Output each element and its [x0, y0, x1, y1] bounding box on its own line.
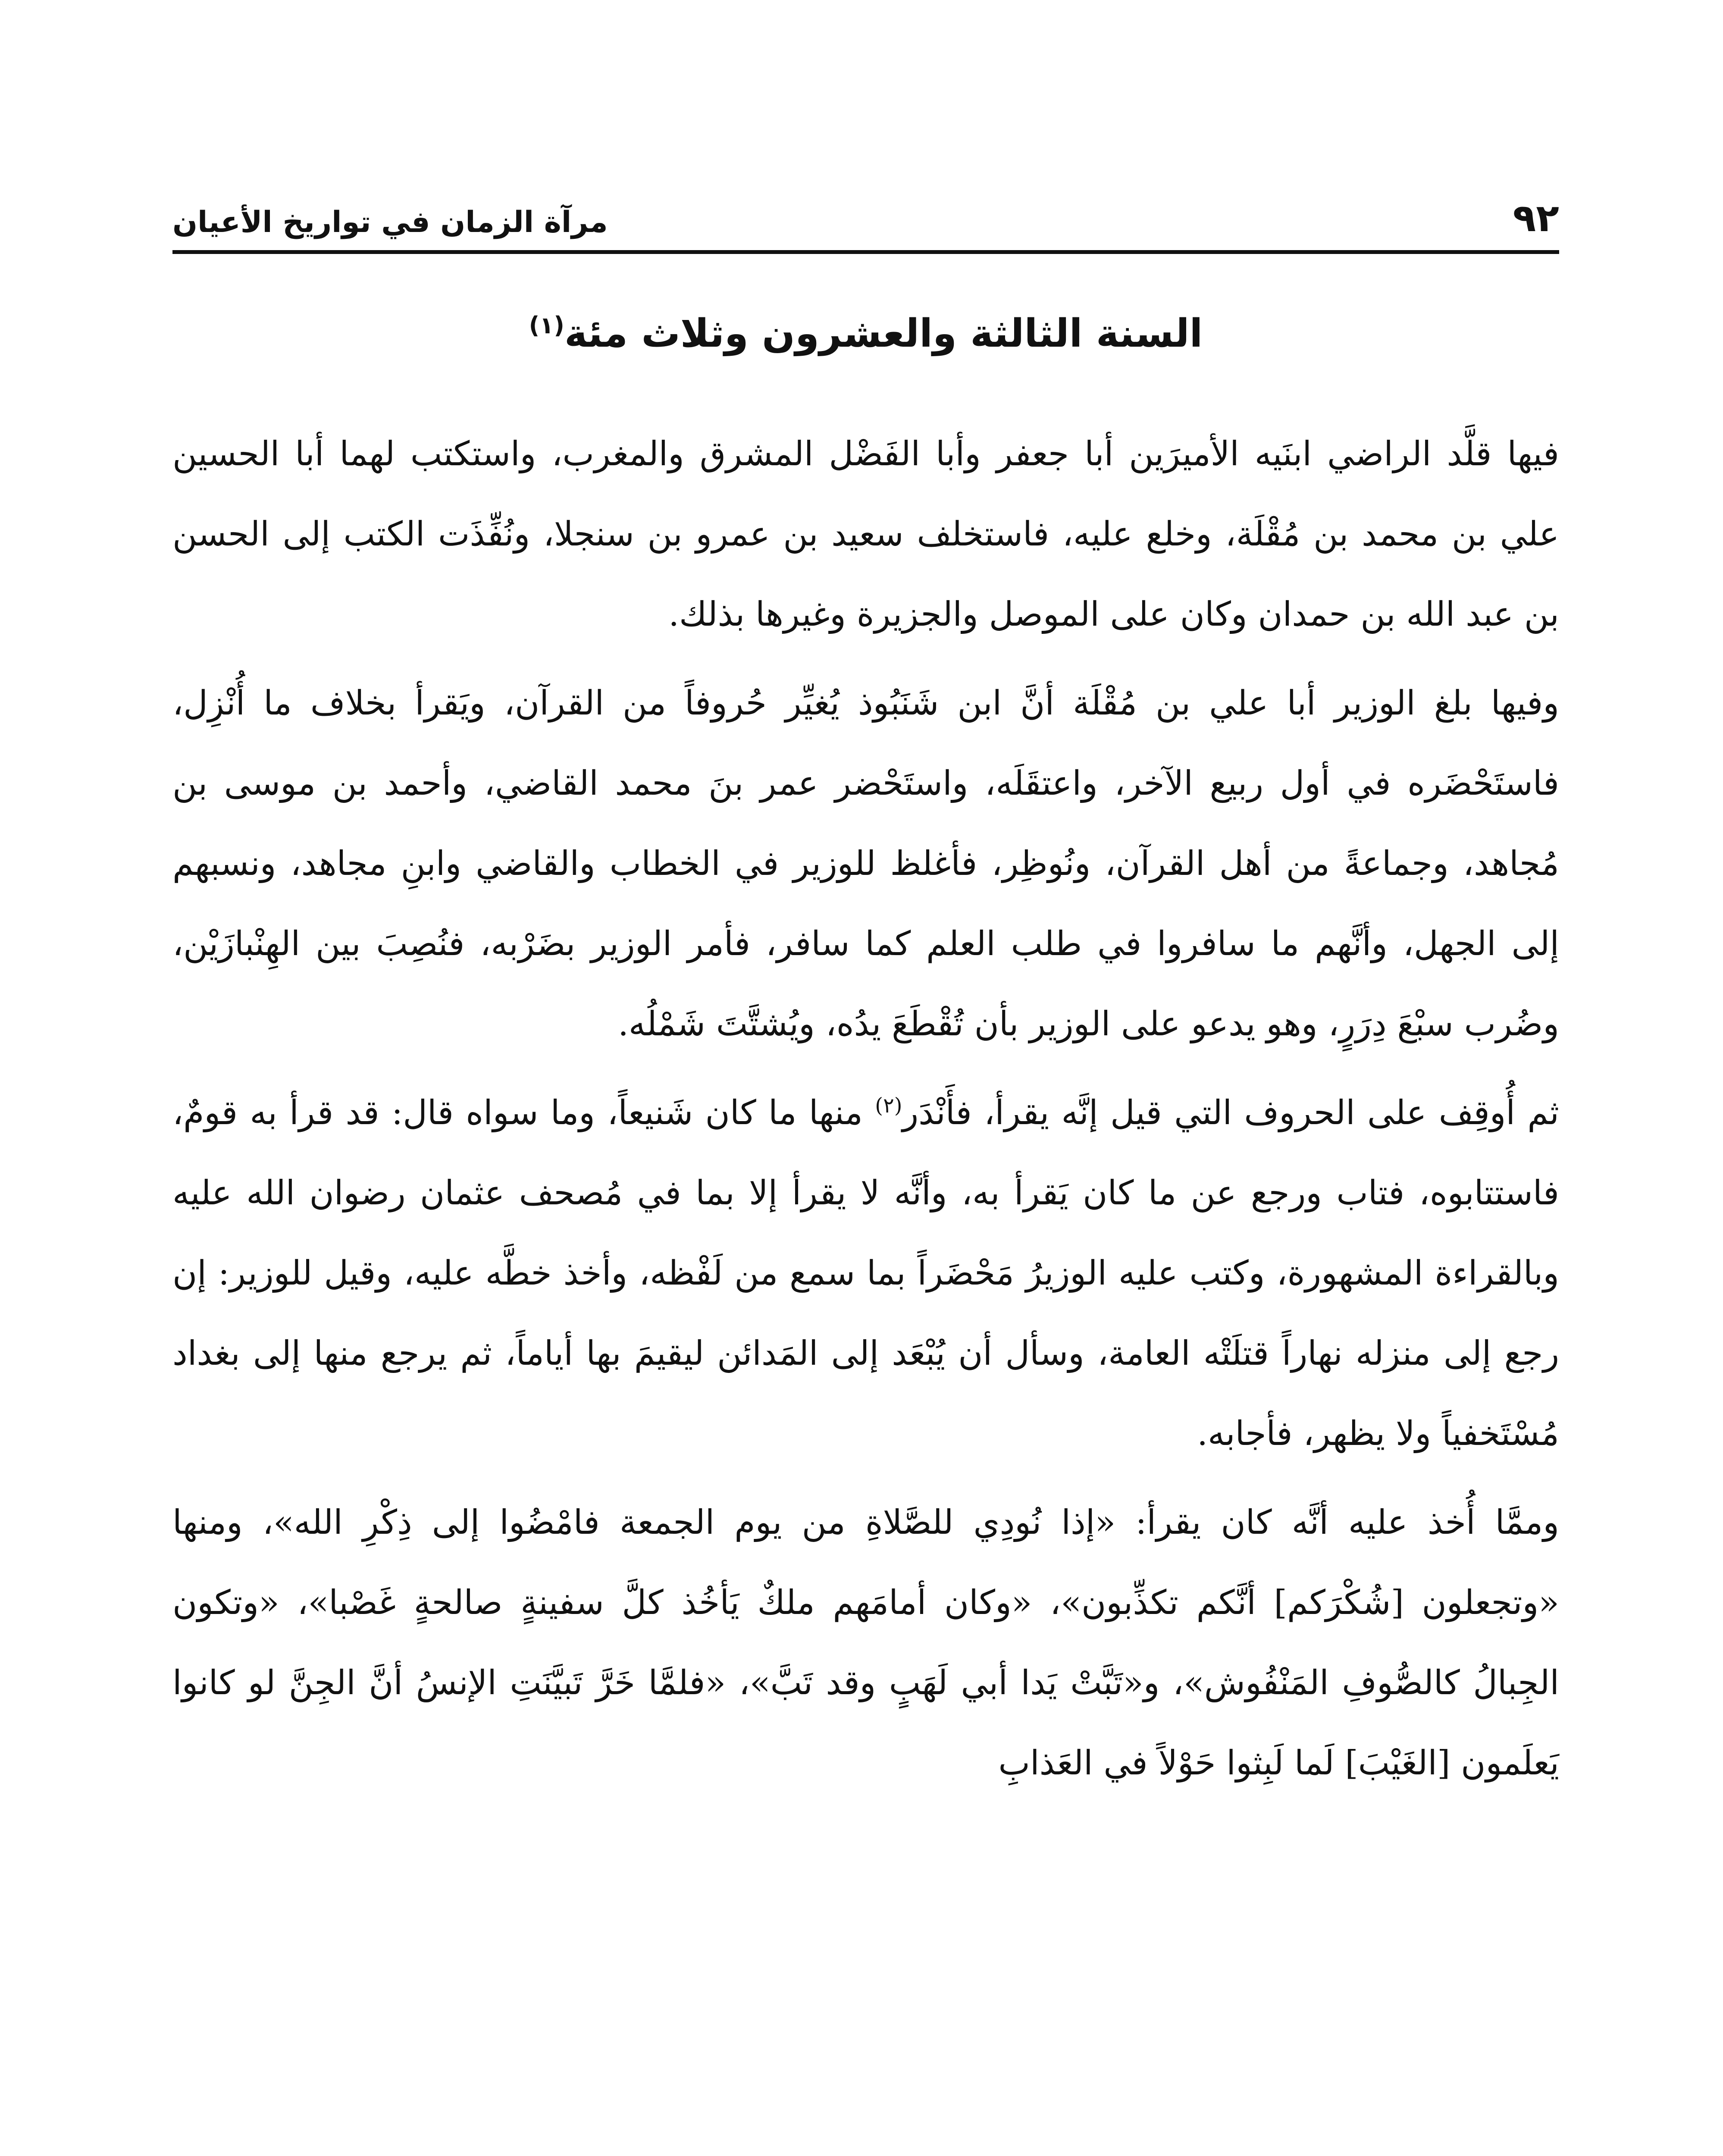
paragraph-4: وممَّا أُخذ عليه أنَّه كان يقرأ: «إذا نُودِي للصَّلاةِ من يوم الجمعة فامْضُوا إلى ذِكْرِ الله»، ومنها «وتجعلون [شُكْرَكم] أنَّكم تكذِّبون»، «وكان أمامَهم ملكٌ يَأخُذ كلَّ سفينةٍ صالحةٍ غَصْبا»، «وتكون الجِبالُ كالصُّوفِ المَنْفُوش»، و«تَبَّتْ يَدا أبي لَهَبٍ وقد تَبَّ»، «فلمَّا خَرَّ تَبيَّنَتِ الإنسُ أنَّ الجِنَّ لو كانوا يَعلَمون [الغَيْبَ] لَما لَبِثوا حَوْلاً في العَذابِ	[172, 1503, 1559, 1783]
paragraph-3-rest: منها ما كان شَنيعاً، وما سواه قال: قد قرأ به قومٌ، فاستتابوه، فتاب ورجع عن ما كان يَقرأ به، وأنَّه لا يقرأ إلا بما في مُصحف عثمان رضوان الله عليه وبالقراءة المشهورة، وكتب عليه الوزيرُ مَحْضَراً بما سمع من لَفْظه، وأخذ خطَّه عليه، وقيل للوزير: إن رجع إلى منزله نهاراً قتلَتْه العامة، وسأل أن يُبْعَد إلى المَدائن ليقيمَ بها أياماً، ثم يرجع منها إلى بغداد مُسْتَخفياً ولا يظهر، فأجابه.	[172, 1094, 1559, 1453]
footnote-ref-1: (١)	[529, 312, 564, 339]
running-title: مرآة الزمان في تواريخ الأعيان	[172, 205, 608, 239]
page-header	[172, 168, 1559, 240]
footnote-ref-2: (٢)	[875, 1094, 902, 1118]
paragraph-3	[172, 1073, 1559, 1474]
paragraph-1: فيها قلَّد الراضي ابنَيه الأميرَين أبا جعفر وأبا الفَضْل المشرق والمغرب، واستكتب لهما أبا الحسين علي بن محمد بن مُقْلَة، وخلع عليه، فاستخلف سعيد بن عمرو بن سنجلا، ونُفِّذَت الكتب إلى الحسن بن عبد الله بن حمدان وكان على الموصل والجزيرة وغيرها بذلك.	[172, 435, 1559, 634]
page-number: ٩٢	[1513, 196, 1559, 240]
paragraph-3-start: ثم أُوقِف على الحروف التي قيل إنَّه يقرأ، فأَنْدَر	[902, 1094, 1560, 1132]
main-text	[172, 414, 1559, 1812]
header-rule	[172, 250, 1559, 254]
paragraph-2: وفيها بلغ الوزير أبا علي بن مُقْلَة أنَّ ابن شَنَبُوذ يُغيِّر حُروفاً من القرآن، ويَقرأ بخلاف ما أُنْزِل، فاستَحْضَره في أول ربيع الآخر، واعتقَلَه، واستَحْضر عمر بنَ محمد القاضي، وأحمد بن موسى بن مُجاهد، وجماعةً من أهل القرآن، ونُوظِر، فأغلظ للوزير في الخطاب والقاضي وابنِ مجاهد، ونسبهم إلى الجهل، وأنَّهم ما سافروا في طلب العلم كما سافر، فأمر الوزير بضَرْبه، فنُصِبَ بين الهِنْبازَيْن، وضُرب سبْعَ دِرَرٍ، وهو يدعو على الوزير بأن تُقْطَعَ يدُه، ويُشتَّتَ شَمْلُه.	[172, 684, 1559, 1044]
section-title-text: السنة الثالثة والعشرون وثلاث مئة	[564, 311, 1203, 356]
section-title	[172, 310, 1559, 357]
